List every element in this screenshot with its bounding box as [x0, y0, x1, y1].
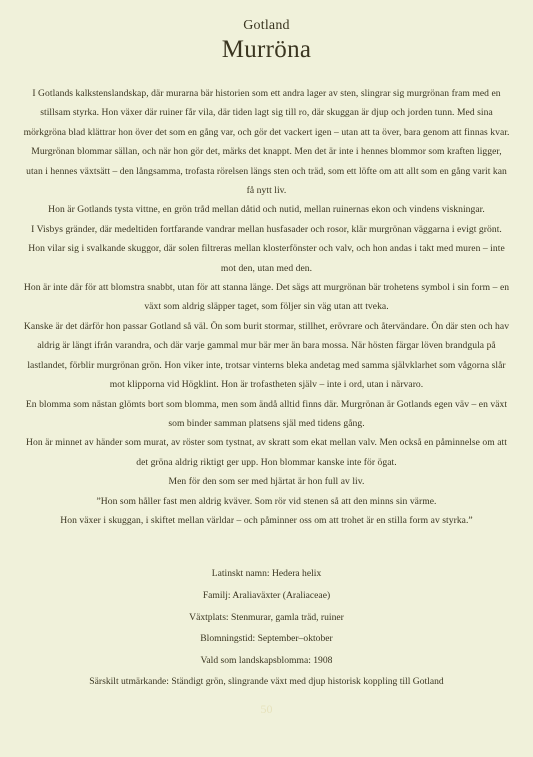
fact-habitat: Växtplats: Stenmurar, gamla träd, ruiner: [189, 611, 344, 623]
body-text: [22, 84, 511, 530]
paragraph: En blomma som nästan glömts bort som blomma, men som ändå alltid finns där. Murgrönan är Gotlands egen väv – en växt som binder samman platsens själ med tidens gång.: [25, 398, 508, 429]
facts-list: [22, 563, 511, 693]
fact-family: Familj: Araliaväxter (Araliaceae): [202, 589, 331, 601]
quote-line: ”Hon som håller fast men aldrig kväver. Som rör vid stenen så att den minns sin värme.: [96, 495, 437, 507]
fact-flowering-time: Blomningstid: September–oktober: [200, 633, 333, 645]
quote-line: Hon växer i skuggan, i skiftet mellan världar – och påminner oss om att trohet är en stilla form av styrka.”: [60, 514, 473, 526]
region-heading: Gotland: [243, 18, 290, 33]
fact-distinctive: Särskilt utmärkande: Ständigt grön, slingrande växt med djup historisk koppling till Gotland: [89, 676, 444, 688]
fact-chosen-year: Vald som landskapsblomma: 1908: [200, 654, 333, 666]
page-title: Murröna: [221, 36, 312, 63]
paragraph: I Visbys gränder, där medeltiden fortfarande vandrar mellan husfasader och rosor, klär murgrönan väggarna i evigt grönt. Hon vilar sig i svalkande skuggor, där solen filtreras mellan klosterfönster och valv, och hon andas i takt med muren – inte mot den, utan med den.: [28, 223, 505, 274]
paragraph: Kanske är det därför hon passar Gotland så väl. Ön som burit stormar, stillhet, erövrare och återvändare. Ön där sten och hav aldrig är längt ifrån varandra, och där varje gammal mur bär mer än bara mossa. När hösten färgar löven brandgula på lastlandet, förblir murgrönan grön. Hon viker inte, trotsar vinterns bleka andetag med samma självklarhet som vågorna slår mot klipporna vid Högklint. Hon är trofastheten själv – inte i ord, utan i närvaro.: [23, 320, 510, 391]
page-number: 50: [260, 702, 273, 716]
paragraph: Hon är minnet av händer som murat, av röster som tystnat, av skratt som ekat mellan valv. Men också en påminnelse om att det gröna aldrig riktigt ger upp. Hon blommar kanske inte för ögat.: [26, 437, 507, 468]
paragraph: I Gotlands kalkstenslandskap, där murarna bär historien som ett andra lager av sten, slingrar sig murgrönan fram med en stillsam styrka. Hon växer där ruiner får vila, där tiden lagt sig till ro, där skuggan är djup och jorden tunn. Med sina mörkgröna blad klättrar hon över det som en gång var, och gör det vackert igen – utan att ta över, bara genom att finnas kvar. Murgrönan blommar sällan, och när hon gör det, märks det knappt. Men det är inte i hennes blommor som kraften ligger, utan i hennes växtsätt – den långsamma, trofasta rörelsen längs sten och träd, som ett löfte om att allt som en gång varit kan få nytt liv.: [23, 88, 510, 197]
paragraph: Men för den som ser med hjärtat är hon full av liv.: [168, 476, 365, 488]
fact-latin-name: Latinskt namn: Hedera helix: [211, 568, 322, 580]
paragraph: Hon är Gotlands tysta vittne, en grön tråd mellan dåtid och nutid, mellan ruinernas ekon och vindens viskningar.: [48, 204, 485, 216]
paragraph: Hon är inte där för att blomstra snabbt, utan för att stanna länge. Det sägs att murgrönan bär trohetens symbol i sin form – en växt som aldrig släpper taget, som följer sin väg utan att tveka.: [23, 282, 510, 313]
